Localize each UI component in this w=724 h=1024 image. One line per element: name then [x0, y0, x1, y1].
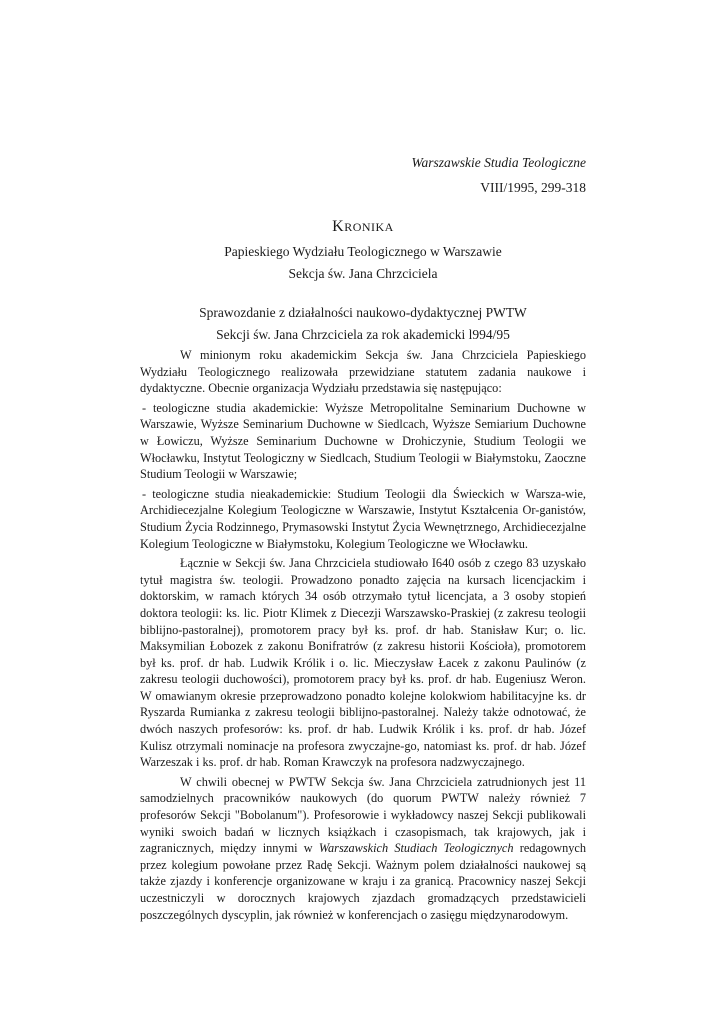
paragraph-staff-part2: redagownych przez kolegium powołane przez Radę Sekcji. Ważnym polem działalności naukowej są także zjazdy i konferencje organizowane w kraju i za granicą. Pracownicy naszej Sekcji uczestniczyli w dorocznych krajowych zjazdach gromadzących przedstawicieli poszczególnych dyscyplin, jak również w konferencjach o zasięgu międzynarodowym.: [140, 841, 586, 922]
report-heading-line2: Sekcji św. Jana Chrzciciela za rok akademicki l994/95: [216, 327, 510, 342]
paragraph-staff-part1: W chwili obecnej w PWTW Sekcja św. Jana Chrzciciela zatrudnionych jest 11 samodzielnych pracowników naukowych (do quorum PWTW należy również 7 profesorów Sekcji "Bobolanum"). Profesorowie i wykładowcy naszej Sekcji publikowali wyniki swoich badań w licznych książkach i czasopismach, tak krajowych, jak i zagranicznych, między innymi w: [140, 774, 586, 856]
report-heading-line1: Sprawozdanie z działalności naukowo-dydaktycznej PWTW: [199, 305, 527, 320]
journal-reference: Warszawskich Studiach Teologicznych: [318, 841, 514, 856]
section-title: [140, 218, 586, 236]
paragraph-students-degrees: Łącznie w Sekcji św. Jana Chrzciciela studiowało I640 osób z czego 83 uzyskało tytuł magistra św. teologii. Prowadzono ponadto zajęcia na kursach licencjackim i doktorskim, w ramach których 34 osób otrzymało tytuł licencjata, a 3 osoby stopień doktora teologii: ks. lic. Piotr Klimek z Diecezji Warszawsko-Praskiej (z zakresu teologii biblijno-pastoralnej), promotorem pracy był ks. prof. dr hab. Stanisław Kur; o. lic. Maksymilian Łobozek z zakonu Bonifratrów (z zakresu historii Kościoła), promotorem był ks. prof. dr hab. Ludwik Królik i o. lic. Mieczysław Łacek z zakonu Paulinów (z zakresu teologii duchowości), promotorem pracy był ks. prof. dr hab. Eugeniusz Weron. W omawianym okresie przeprowadzono ponadto kolejne kolokwiom habilitacyjne ks. dr Ryszarda Rumianka z zakresu teologii biblijno-pastoralnej. Należy także odnotować, że dwóch naszych profesorów: ks. prof. dr hab. Ludwik Królik i ks. prof. dr hab. Józef Kulisz otrzymali nominacje na profesora zwyczajne-go, natomiast ks. prof. dr hab. Józef Warzeszak i ks. prof. dr hab. Roman Krawczyk na profesora nadzwyczajnego.: [140, 556, 586, 770]
paragraph-intro: W minionym roku akademickim Sekcja św. Jana Chrzciciela Papieskiego Wydziału Teologicznego realizowała przewidziane statutem zadania naukowe i dydaktyczne. Obecnie organizacja Wydziału przedstawia się następująco:: [140, 348, 586, 396]
journal-volume: VIII/1995, 299-318: [480, 180, 586, 195]
paragraph-staff-publications: [140, 774, 586, 923]
section-title-initial: K: [332, 218, 345, 235]
paragraph-nonacademic-studies: - teologiczne studia nieakademickie: Studium Teologii dla Świeckich w Warsza-wie, Archidiecezjalne Kolegium Teologiczne w Warszawie, Instytut Kształcenia Or-ganistów, Studium Życia Rodzinnego, Prymasowski Instytut Życia Wewnętrznego, Archidiecezjalne Kolegium Teologiczne w Białymstoku, Kolegium Teologiczne we Włocławku.: [140, 486, 586, 551]
section-title-rest: RONIKA: [344, 220, 394, 234]
report-body: [140, 347, 586, 926]
section-subtitle-faculty: Papieskiego Wydziału Teologicznego w Warszawie: [224, 244, 502, 259]
page: [140, 0, 586, 1024]
section-subtitle-section: Sekcja św. Jana Chrzciciela: [288, 266, 438, 281]
paragraph-academic-studies: - teologiczne studia akademickie: Wyższe Metropolitalne Seminarium Duchowne w Warszawie, Wyższe Seminarium Duchowne w Siedlcach, Wyższe Semiarium Duchowne w Łowiczu, Wyższe Seminarium Duchowne w Drohiczynie, Studium Teologii we Włocławku, Instytut Teologiczny w Siedlcach, Studium Teologii w Białymstoku, Zaoczne Studium Teologii w Warszawie;: [140, 400, 586, 482]
journal-title: Warszawskie Studia Teologiczne: [411, 155, 586, 170]
